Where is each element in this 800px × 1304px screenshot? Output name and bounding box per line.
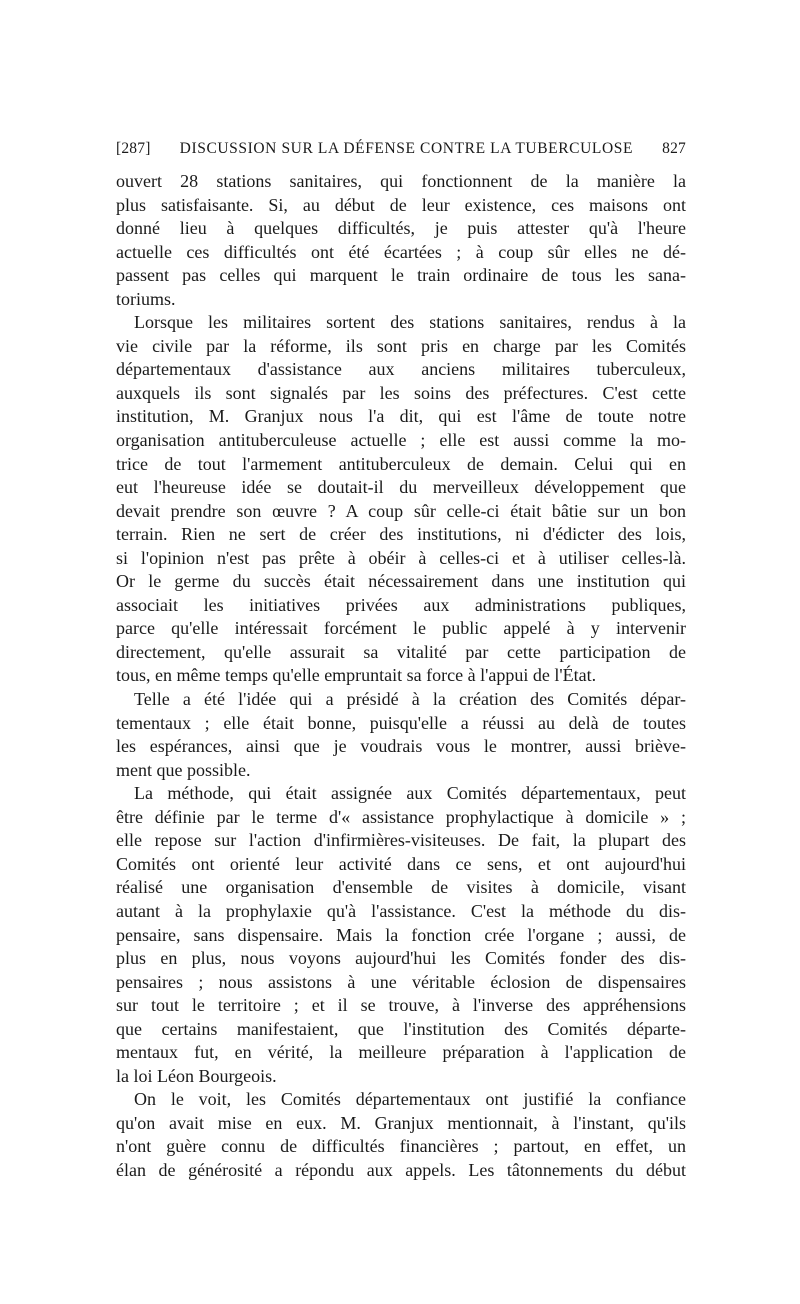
text-line: vie civile par la réforme, ils sont pris en charge par les Comités bbox=[116, 335, 686, 356]
text-line: tementaux ; elle était bonne, puisqu'elle a réussi au delà de toutes bbox=[116, 712, 686, 733]
text-line: terrain. Rien ne sert de créer des institutions, ni d'édicter des lois, bbox=[116, 524, 686, 545]
text-line: donné lieu à quelques difficultés, je puis attester qu'à l'heure bbox=[116, 218, 686, 239]
document-page bbox=[116, 140, 686, 1183]
text-line: Lorsque les militaires sortent des stations sanitaires, rendus à la bbox=[134, 312, 686, 333]
text-line: pensaire, sans dispensaire. Mais la fonction crée l'organe ; aussi, de bbox=[116, 924, 686, 945]
text-line: les espérances, ainsi que je voudrais vous le montrer, aussi briève- bbox=[116, 736, 686, 757]
text-line: devait prendre son œuvre ? A coup sûr celle-ci était bâtie sur un bon bbox=[116, 500, 686, 521]
text-line: sur tout le territoire ; et il se trouve, à l'inverse des appréhensions bbox=[116, 995, 686, 1016]
text-line: plus satisfaisante. Si, au début de leur existence, ces maisons ont bbox=[116, 194, 686, 215]
text-line: parce qu'elle intéressait forcément le public appelé à y intervenir bbox=[116, 618, 686, 639]
text-line: qu'on avait mise en eux. M. Granjux mentionnait, à l'instant, qu'ils bbox=[116, 1112, 686, 1133]
section-number: [287] bbox=[116, 140, 151, 157]
text-line: plus en plus, nous voyons aujourd'hui les Comités fonder des dis- bbox=[116, 948, 686, 969]
text-line: tous, en même temps qu'elle empruntait sa force à l'appui de l'État. bbox=[116, 665, 597, 686]
text-line: que certains manifestaient, que l'institution des Comités départe- bbox=[116, 1018, 686, 1039]
page-number: 827 bbox=[662, 140, 686, 157]
text-line: réalisé une organisation d'ensemble de visites à domicile, visant bbox=[116, 877, 686, 898]
text-line: elle repose sur l'action d'infirmières-visiteuses. De fait, la plupart des bbox=[116, 830, 686, 851]
text-line: ment que possible. bbox=[116, 759, 251, 780]
text-line: Comités ont orienté leur activité dans ce sens, et ont aujourd'hui bbox=[116, 853, 686, 874]
text-line: organisation antituberculeuse actuelle ; elle est aussi comme la mo- bbox=[116, 430, 686, 451]
text-line: autant à la prophylaxie qu'à l'assistance. C'est la méthode du dis- bbox=[116, 900, 686, 921]
text-line: toriums. bbox=[116, 288, 176, 309]
text-line: auxquels ils sont signalés par les soins des préfectures. C'est cette bbox=[116, 382, 686, 403]
text-line: actuelle ces difficultés ont été écartées ; à coup sûr elles ne dé- bbox=[116, 241, 686, 262]
text-line: si l'opinion n'est pas prête à obéir à celles-ci et à utiliser celles-là. bbox=[116, 547, 686, 568]
text-line: passent pas celles qui marquent le train ordinaire de tous les sana- bbox=[116, 265, 686, 286]
running-title: DISCUSSION SUR LA DÉFENSE CONTRE LA TUBERCULOSE bbox=[179, 140, 634, 157]
text-line: institution, M. Granjux nous l'a dit, qui est l'âme de toute notre bbox=[116, 406, 686, 427]
text-line: On le voit, les Comités départementaux ont justifié la confiance bbox=[134, 1089, 686, 1110]
body-text bbox=[116, 170, 686, 1183]
text-line: directement, qu'elle assurait sa vitalité par cette participation de bbox=[116, 641, 686, 662]
running-header bbox=[116, 140, 686, 158]
text-line: la loi Léon Bourgeois. bbox=[116, 1065, 277, 1086]
text-line: La méthode, qui était assignée aux Comités départementaux, peut bbox=[134, 783, 686, 804]
text-line: trice de tout l'armement antituberculeux de demain. Celui qui en bbox=[116, 453, 686, 474]
text-line: être définie par le terme d'« assistance prophylactique à domicile » ; bbox=[116, 806, 686, 827]
text-line: Telle a été l'idée qui a présidé à la création des Comités dépar- bbox=[134, 689, 686, 710]
text-line: Or le germe du succès était nécessairement dans une institution qui bbox=[116, 571, 686, 592]
text-line: eut l'heureuse idée se doutait-il du merveilleux développement que bbox=[116, 477, 686, 498]
text-line: élan de générosité a répondu aux appels. Les tâtonnements du début bbox=[116, 1159, 686, 1180]
text-line: pensaires ; nous assistons à une véritable éclosion de dispensaires bbox=[116, 971, 686, 992]
text-line: départementaux d'assistance aux anciens militaires tuberculeux, bbox=[116, 359, 686, 380]
text-line: ouvert 28 stations sanitaires, qui fonctionnent de la manière la bbox=[116, 171, 686, 191]
text-line: mentaux fut, en vérité, la meilleure préparation à l'application de bbox=[116, 1042, 686, 1063]
text-line: associait les initiatives privées aux administrations publiques, bbox=[116, 594, 686, 615]
text-line: n'ont guère connu de difficultés financières ; partout, en effet, un bbox=[116, 1136, 686, 1157]
